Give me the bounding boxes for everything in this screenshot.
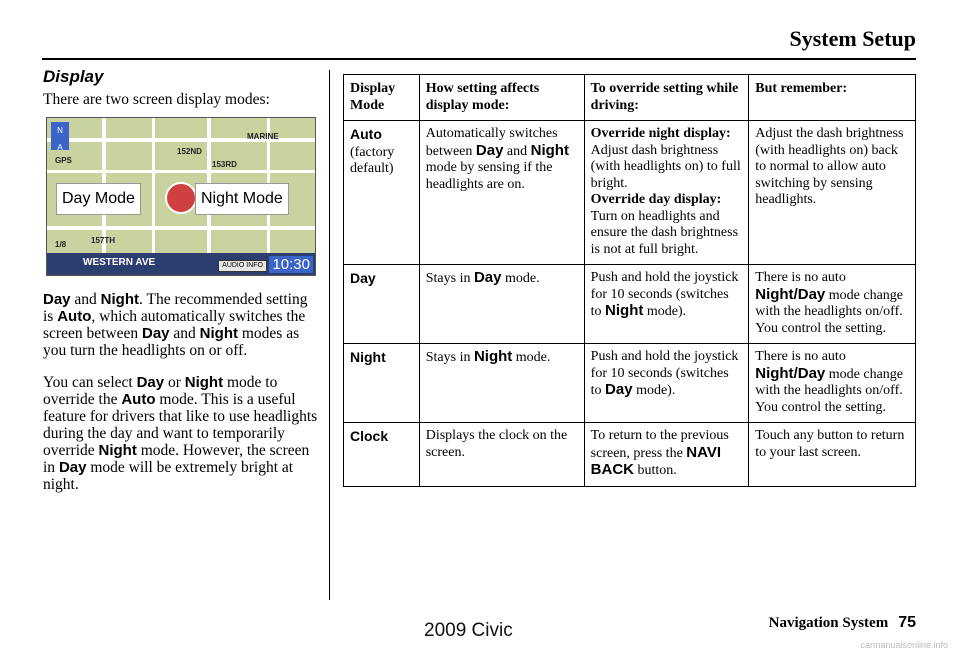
watermark: carmanualsonline.info <box>860 640 948 650</box>
left-column <box>43 68 321 508</box>
display-mode-figure <box>46 117 316 276</box>
display-settings-table <box>343 74 916 487</box>
table-cell: Night <box>344 344 420 423</box>
page-header-title: System Setup <box>789 26 916 51</box>
map-label: GPS <box>55 156 72 165</box>
table-cell: To return to the previous screen, press the NAVI BACK button. <box>584 423 749 487</box>
clock-display: 10:30 <box>269 256 313 273</box>
street-name: WESTERN AVE <box>83 257 156 268</box>
table-cell: There is no auto Night/Day mode change with the headlights on/off. You control the setting. <box>749 344 916 423</box>
table-row <box>344 265 916 344</box>
table-cell: Touch any button to return to your last screen. <box>749 423 916 487</box>
table-header: But remember: <box>749 75 916 121</box>
table-row <box>344 423 916 487</box>
map-label: 153RD <box>212 160 237 169</box>
day-mode-label: Day Mode <box>56 183 141 215</box>
table-cell: Automatically switches between Day and Night mode by sensing if the headlights are on. <box>419 121 584 265</box>
table-cell: Override night display: Adjust dash brightness (with headlights on) to full bright. Override day display: Turn on headlights and ensure the dash brightness is not at full bright. <box>584 121 749 265</box>
footer-model: 2009 Civic <box>424 620 513 641</box>
table-cell: Stays in Day mode. <box>419 265 584 344</box>
map-label: MARINE <box>247 132 279 141</box>
table-header: How setting affects display mode: <box>419 75 584 121</box>
footer-section: Navigation System <box>768 615 889 631</box>
table-cell: Day <box>344 265 420 344</box>
table-header-row <box>344 75 916 121</box>
table-cell: Adjust the dash brightness (with headlights on) back to normal to allow auto switching by sensing headlights. <box>749 121 916 265</box>
table-cell: There is no auto Night/Day mode change with the headlights on/off. You control the setting. <box>749 265 916 344</box>
audio-info-button: AUDIO INFO <box>218 260 267 272</box>
page-number: 75 <box>898 614 916 631</box>
table-row <box>344 121 916 265</box>
compass-icon <box>165 182 197 214</box>
map-label: 157TH <box>91 236 116 245</box>
intro-text: There are two screen display modes: <box>43 91 270 108</box>
map-status-bar <box>47 253 315 275</box>
paragraph-override: You can select Day or Night mode to override the Auto mode. This is a useful feature for drivers that like to use headlights during the day and want to temporarily override Night mode. However, the screen in Day mode will be extremely bright at night. <box>43 374 318 493</box>
table-header: To override setting while driving: <box>584 75 749 121</box>
table-header: Display Mode <box>344 75 420 121</box>
footer-page-info <box>769 614 916 632</box>
table-cell: Push and hold the joystick for 10 seconds (switches to Night mode). <box>584 265 749 344</box>
night-mode-label: Night Mode <box>195 183 289 215</box>
column-divider <box>329 70 330 600</box>
table-cell: Auto (factory default) <box>344 121 420 265</box>
section-title: Display <box>43 67 104 86</box>
table-cell: Displays the clock on the screen. <box>419 423 584 487</box>
map-label: 152ND <box>177 147 202 156</box>
table-cell: Clock <box>344 423 420 487</box>
table-cell: Push and hold the joystick for 10 seconds (switches to Day mode). <box>584 344 749 423</box>
table-cell: Stays in Night mode. <box>419 344 584 423</box>
header-rule <box>42 58 916 60</box>
map-label: 1/8 <box>55 240 67 249</box>
navigation-arrow-icon: N A <box>51 122 69 150</box>
table-row <box>344 344 916 423</box>
paragraph-modes: Day and Night. The recommended setting is Auto, which automatically switches the screen between Day and Night modes as you turn the headlights on or off. <box>43 291 308 359</box>
